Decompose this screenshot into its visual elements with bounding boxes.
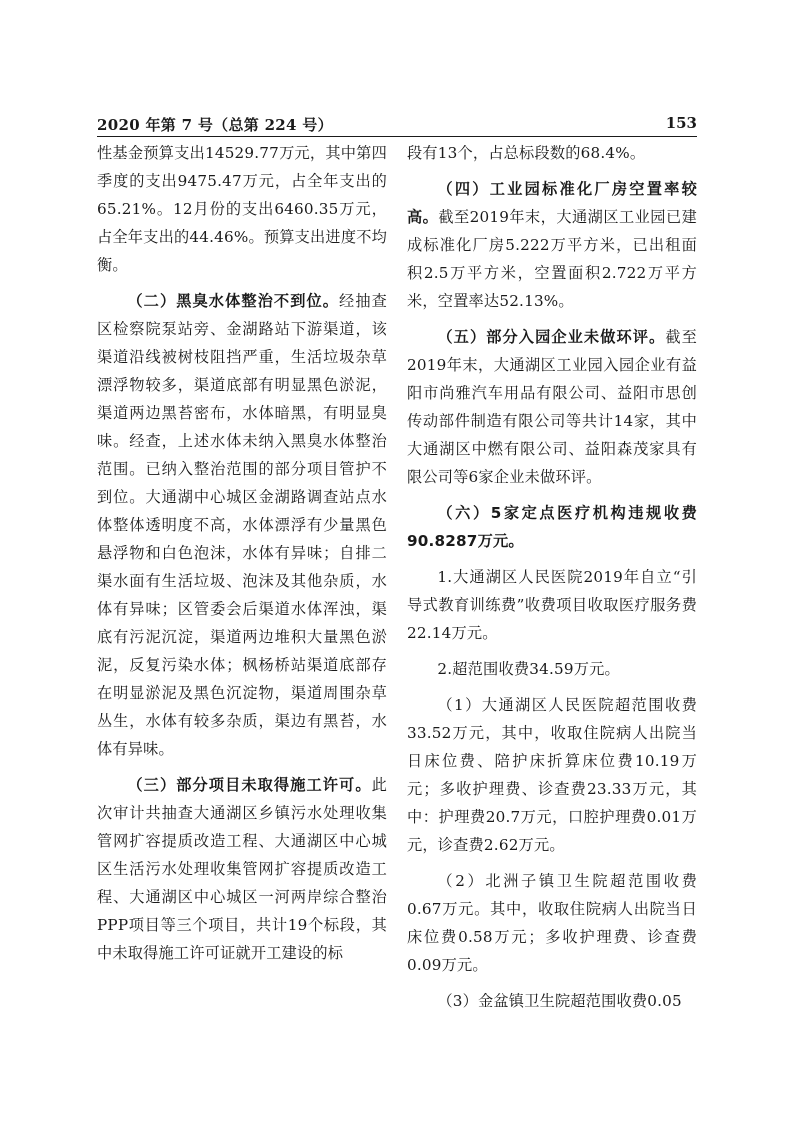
section-paragraph xyxy=(407,175,697,315)
paragraph: （2）北洲子镇卫生院超范围收费0.67万元。其中，收取住院病人出院当日床位费0.58万元；多收护理费、诊查费0.09万元。 xyxy=(407,872,697,974)
section-paragraph xyxy=(97,771,387,967)
page-number: 153 xyxy=(665,114,697,132)
section-heading: （三）部分项目未取得施工许可。 xyxy=(127,776,372,794)
right-column xyxy=(407,139,697,1023)
left-column xyxy=(97,139,387,975)
issue-label: 2020 年第 7 号（总第 224 号） xyxy=(97,116,333,134)
paragraph: （1）大通湖区人民医院超范围收费33.52万元，其中，收取住院病人出院当日床位费、陪护床折算床位费10.19万元；多收护理费、诊查费23.33万元，其中：护理费20.7万元，口腔护理费0.01万元，诊查费2.62万元。 xyxy=(407,696,697,854)
section-body: 截至2019年末，大通湖区工业园入园企业有益阳市尚雅汽车用品有限公司、益阳市思创传动部件制造有限公司等共计14家，其中大通湖区中燃有限公司、益阳森茂家具有限公司等6家企业未做环评。 xyxy=(407,328,697,486)
running-header xyxy=(97,114,697,136)
section-paragraph xyxy=(407,323,697,491)
paragraph: 1.大通湖区人民医院2019年自立“引导式教育训练费”收费项目收取医疗服务费22.14万元。 xyxy=(407,568,697,642)
paragraph: 段有13个，占总标段数的68.4%。 xyxy=(407,144,646,162)
section-paragraph xyxy=(97,287,387,763)
section-heading: （五）部分入园企业未做环评。 xyxy=(437,328,666,346)
section-body: 此次审计共抽查大通湖区乡镇污水处理收集管网扩容提质改造工程、大通湖区中心城区生活污水处理收集管网扩容提质改造工程、大通湖区中心城区一河两岸综合整治PPP项目等三个项目，共计19个标段，其中未取得施工许可证就开工建设的标 xyxy=(97,776,387,962)
section-heading: （四）工业园标准化厂房空置率较高。 xyxy=(407,180,697,226)
section-body: 截至2019年末，大通湖区工业园已建成标准化厂房5.222万平方米，已出租面积2.5万平方米，空置面积2.722万平方米，空置率达52.13%。 xyxy=(407,208,697,310)
section-body: 经抽查区检察院泵站旁、金湖路站下游渠道，该渠道沿线被树枝阻挡严重，生活垃圾杂草漂浮物较多，渠道底部有明显黑色淤泥，渠道两边黑苔密布，水体暗黑，有明显臭味。经查，上述水体未纳入黑臭水体整治范围。已纳入整治范围的部分项目管护不到位。大通湖中心城区金湖路调查站点水体整体透明度不高，水体漂浮有少量黑色悬浮物和白色泡沫，水体有异味；自排二渠水面有生活垃圾、泡沫及其他杂质，水体有异味；区管委会后渠道水体浑浊，渠底有污泥沉淀，渠道两边堆积大量黑色淤泥，反复污染水体；枫杨桥站渠道底部存在明显淤泥及黑色沉淀物，渠道周围杂草丛生，水体有较多杂质，渠边有黑苔，水体有异味。 xyxy=(97,292,387,758)
header-rule xyxy=(97,136,697,137)
section-heading: （二）黑臭水体整治不到位。 xyxy=(127,292,340,310)
paragraph: 性基金预算支出14529.77万元，其中第四季度的支出9475.47万元，占全年支出的65.21%。12月份的支出6460.35万元，占全年支出的44.46%。预算支出进度不均衡。 xyxy=(97,144,387,274)
paragraph: （3）金盆镇卫生院超范围收费0.05 xyxy=(437,992,682,1010)
section-paragraph xyxy=(407,499,697,555)
section-heading: （六）5家定点医疗机构违规收费90.8287万元。 xyxy=(407,504,697,550)
paragraph: 2.超范围收费34.59万元。 xyxy=(437,660,620,678)
